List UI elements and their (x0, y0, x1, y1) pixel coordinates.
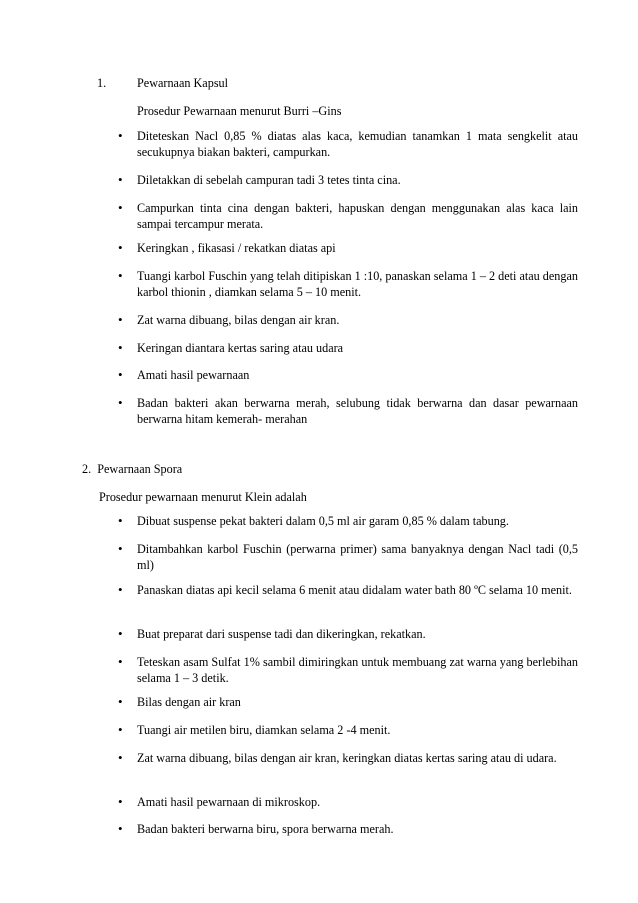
bullet-icon: • (118, 128, 123, 143)
list-item-text: Ditambahkan karbol Fuschin (perwarna primer) sama banyaknya dengan Nacl tadi (0,5 ml) (137, 542, 578, 572)
list-item-text: Buat preparat dari suspense tadi dan dikeringkan, rekatkan. (137, 627, 426, 641)
list-item-text: Panaskan diatas api kecil selama 6 menit atau didalam water bath 80 ºC selama 10 menit. (137, 583, 572, 597)
list-item-text: Tuangi karbol Fuschin yang telah ditipiskan 1 :10, panaskan selama 1 – 2 deti atau dengan karbol thionin , diamkan selama 5 – 10 menit. (137, 269, 578, 299)
bullet-icon: • (118, 367, 123, 382)
bullet-icon: • (118, 541, 123, 556)
bullet-icon: • (118, 582, 123, 597)
list-item-text: Diteteskan Nacl 0,85 % diatas alas kaca, kemudian tanamkan 1 mata sengkelit atau secukupnya biakan bakteri, campurkan. (137, 129, 578, 159)
section-1-number: 1. (97, 76, 107, 90)
list-item-text: Diletakkan di sebelah campuran tadi 3 tetes tinta cina. (137, 173, 401, 187)
list-item-text: Zat warna dibuang, bilas dengan air kran. (137, 313, 340, 327)
bullet-icon: • (118, 626, 123, 641)
bullet-icon: • (118, 268, 123, 283)
list-item-text: Dibuat suspense pekat bakteri dalam 0,5 ml air garam 0,85 % dalam tabung. (137, 514, 509, 528)
section-2-procedure-title: Prosedur pewarnaan menurut Klein adalah (99, 490, 307, 504)
bullet-icon: • (118, 513, 123, 528)
bullet-icon: • (118, 395, 123, 410)
bullet-icon: • (118, 240, 123, 255)
section-1-heading: Pewarnaan Kapsul (137, 76, 229, 90)
list-item-text: Keringkan , fikasasi / rekatkan diatas api (137, 241, 336, 255)
bullet-icon: • (118, 172, 123, 187)
bullet-icon: • (118, 312, 123, 327)
bullet-icon: • (118, 340, 123, 355)
bullet-icon: • (118, 794, 123, 809)
list-item-text: Amati hasil pewarnaan (137, 368, 250, 382)
list-item-text: Teteskan asam Sulfat 1% sambil dimiringkan untuk membuang zat warna yang berlebihan selama 1 – 3 detik. (137, 655, 578, 685)
list-item-text: Zat warna dibuang, bilas dengan air kran, keringkan diatas kertas saring atau di udara. (137, 751, 557, 765)
bullet-icon: • (118, 821, 123, 836)
list-item-text: Badan bakteri akan berwarna merah, selubung tidak berwarna dan dasar pewarnaan berwarna hitam kemerah- merahan (137, 396, 578, 426)
list-item-text: Badan bakteri berwarna biru, spora berwarna merah. (137, 822, 394, 836)
list-item-text: Campurkan tinta cina dengan bakteri, hapuskan dengan menggunakan alas kaca lain sampai tercampur merata. (137, 201, 578, 231)
bullet-icon: • (118, 750, 123, 765)
section-2-heading: 2. Pewarnaan Spora (82, 462, 183, 476)
bullet-icon: • (118, 654, 123, 669)
list-item-text: Tuangi air metilen biru, diamkan selama 2 -4 menit. (137, 723, 391, 737)
list-item-text: Amati hasil pewarnaan di mikroskop. (137, 795, 321, 809)
list-item-text: Bilas dengan air kran (137, 695, 241, 709)
bullet-icon: • (118, 722, 123, 737)
section-1-procedure-title: Prosedur Pewarnaan menurut Burri –Gins (137, 104, 342, 118)
list-item-text: Keringan diantara kertas saring atau udara (137, 341, 344, 355)
bullet-icon: • (118, 694, 123, 709)
bullet-icon: • (118, 200, 123, 215)
